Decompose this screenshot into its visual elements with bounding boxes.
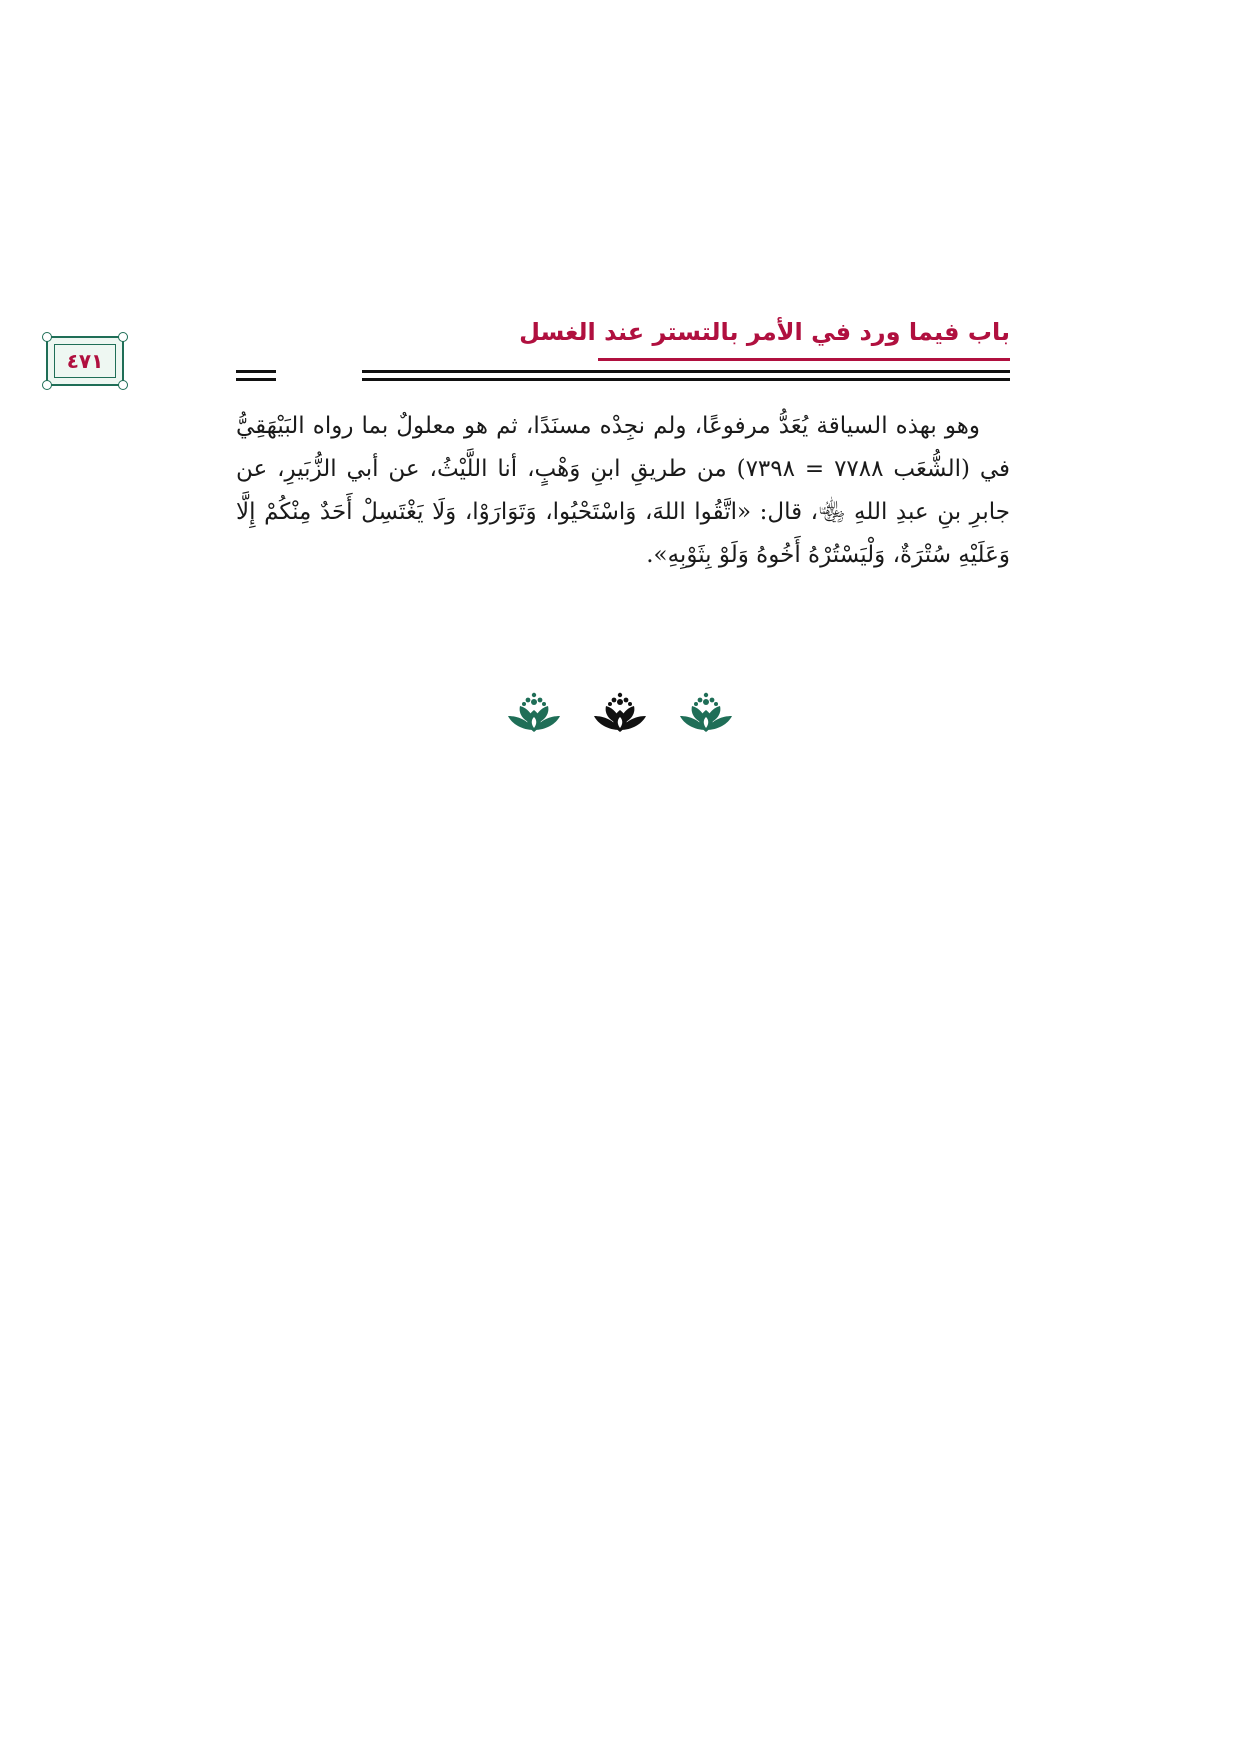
page-number-frame <box>46 336 124 386</box>
body-text <box>236 405 1010 577</box>
lotus-flower-icon <box>504 690 564 734</box>
section-end-ornaments <box>0 690 1240 734</box>
frame-corner-ornament <box>42 380 52 390</box>
frame-corner-ornament <box>118 332 128 342</box>
chapter-title: باب فيما ورد في الأمر بالتستر عند الغسل <box>519 318 1010 346</box>
lotus-flower-icon <box>590 690 650 734</box>
body-paragraph: وهو بهذه السياقة يُعَدُّ مرفوعًا، ولم نجِدْه مسنَدًا، ثم هو معلولٌ بما رواه البَيْهَقِيُّ في (الشُّعَب ٧٧٨٨ = ٧٣٩٨) من طريقِ ابنِ وَهْبٍ، أنا اللَّيْثُ، عن أبي الزُّبَيرِ، عن جابرِ بنِ عبدِ اللهِ ﵄، قال: «اتَّقُوا اللهَ، وَاسْتَحْيُوا، وَتَوَارَوْا، وَلَا يَغْتَسِلْ أَحَدٌ مِنْكُمْ إِلَّا وَعَلَيْهِ سُتْرَةٌ، وَلْيَسْتُرْهُ أَخُوهُ وَلَوْ بِثَوْبِهِ». <box>236 413 1011 568</box>
title-underline <box>598 358 1010 361</box>
page-number: ٤٧١ <box>66 349 104 373</box>
header-rule <box>362 370 1010 373</box>
page-number-inner-frame <box>54 344 116 378</box>
header-rule <box>362 378 1010 381</box>
page-header <box>236 318 1010 390</box>
frame-corner-ornament <box>42 332 52 342</box>
header-rule <box>236 370 276 373</box>
lotus-flower-icon <box>676 690 736 734</box>
frame-corner-ornament <box>118 380 128 390</box>
header-rule <box>236 378 276 381</box>
